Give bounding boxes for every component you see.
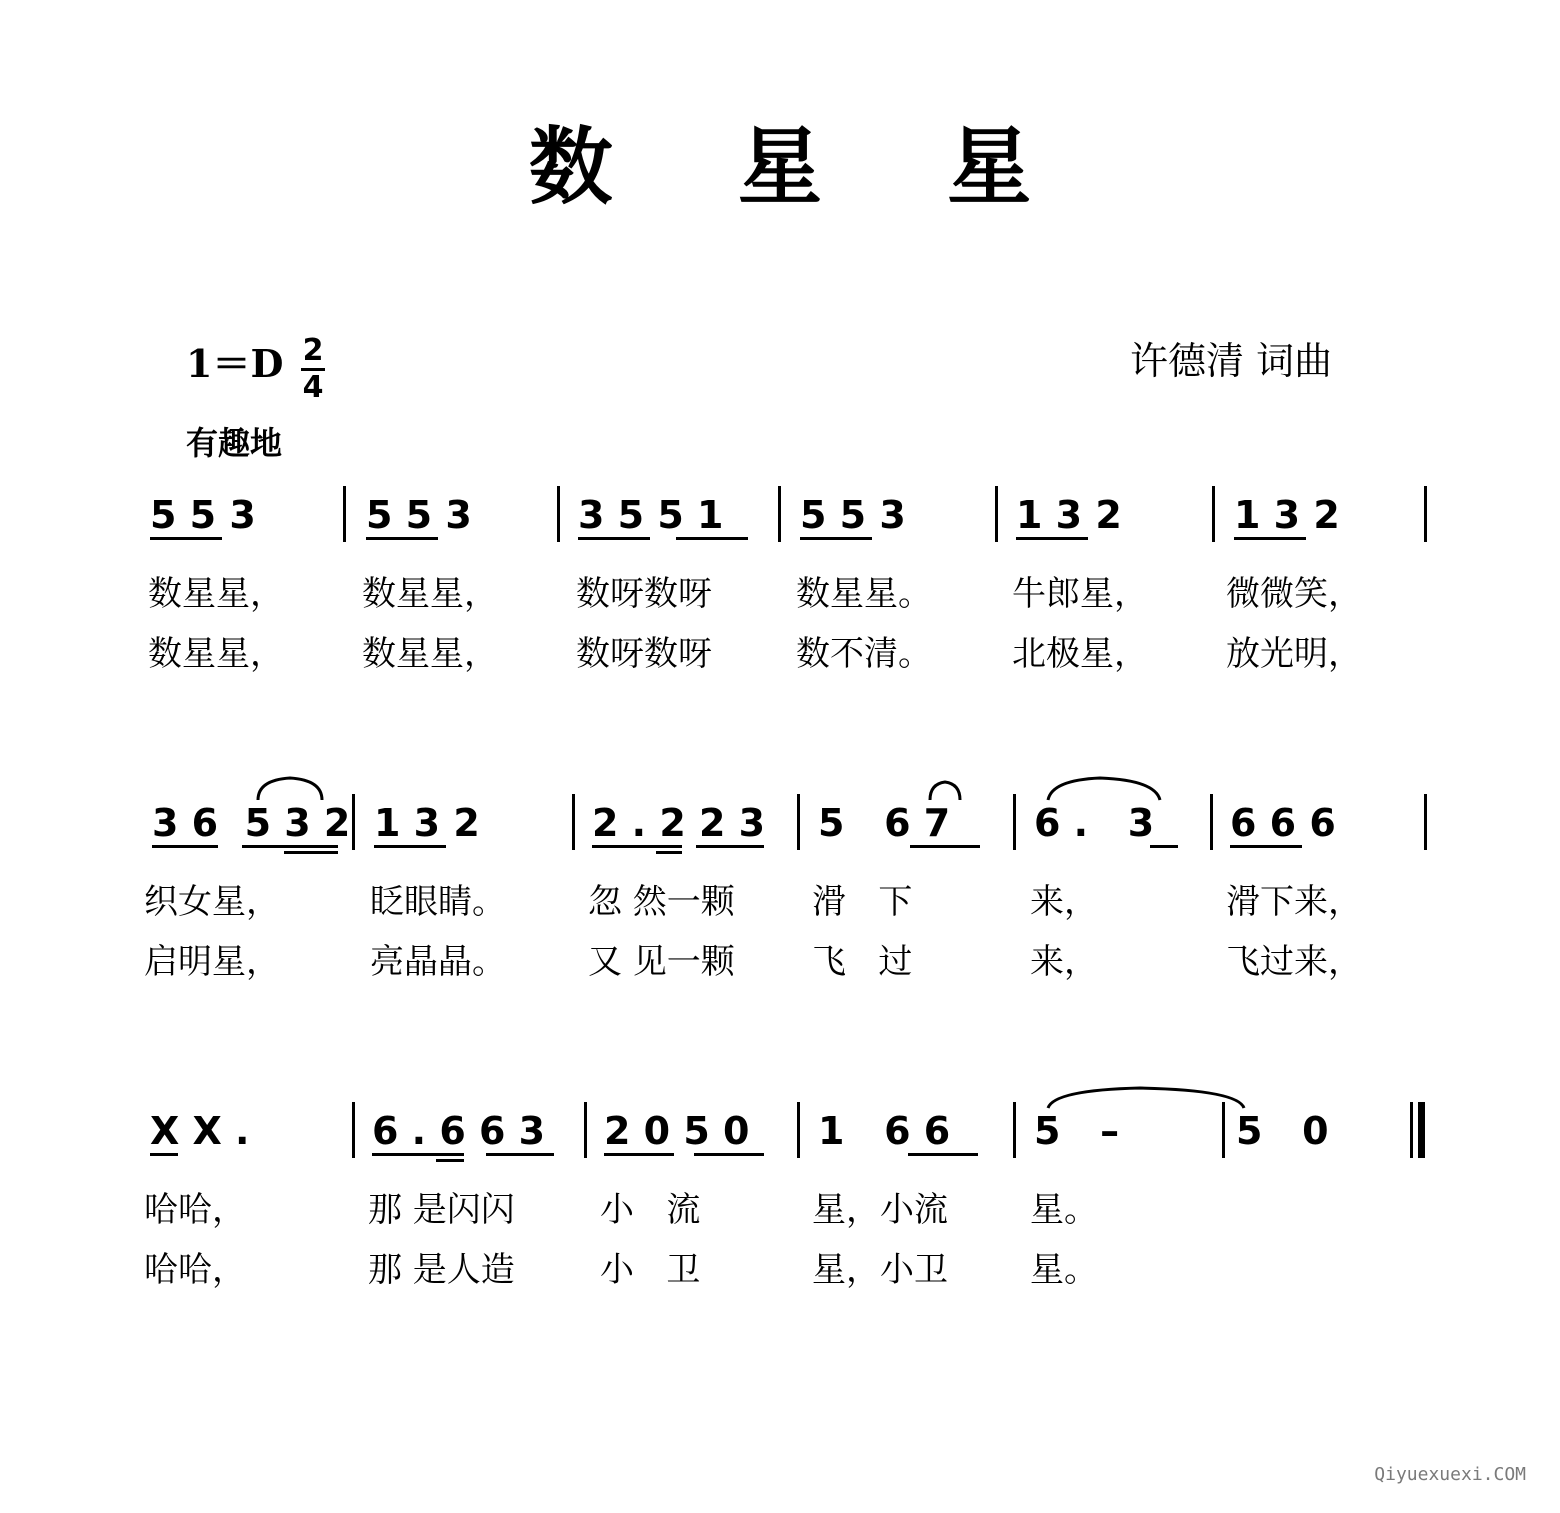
- measure-1-3: 3 5 5 1: [578, 493, 724, 537]
- time-signature-bottom: 4: [302, 370, 324, 405]
- measure-2-2: 1 3 2: [374, 801, 480, 845]
- lyric-2-3-verse1: 忽 然一颗: [588, 882, 735, 922]
- time-signature-top: 2: [302, 333, 324, 368]
- measure-2-1: 3 6 5 3 2: [152, 801, 351, 845]
- lyric-2-6-verse2: 飞过来，: [1226, 942, 1362, 982]
- lyric-2-6-verse1: 滑下来，: [1226, 882, 1362, 922]
- lyric-1-4-verse2: 数不清。: [796, 634, 932, 674]
- measure-3-2: 6 . 6 6 3: [372, 1109, 546, 1153]
- lyric-1-2-verse2: 数星星，: [362, 634, 498, 674]
- measure-1-4: 5 5 3: [800, 493, 906, 537]
- measure-2-3: 2 . 2 2 3: [592, 801, 766, 845]
- measure-3-5: 5 –: [1034, 1109, 1120, 1153]
- lyric-3-3-verse1: 小 流: [600, 1190, 701, 1230]
- lyric-1-5-verse2: 北极星，: [1012, 634, 1148, 674]
- lyric-2-3-verse2: 又 见一颗: [588, 942, 735, 982]
- lyric-3-1-verse1: 哈哈，: [144, 1190, 246, 1230]
- lyric-3-4-verse1: 星，小流: [812, 1190, 948, 1230]
- lyric-1-1-verse2: 数星星，: [148, 634, 284, 674]
- composer-credit: 许德清 词曲: [1130, 339, 1333, 383]
- song-title: 数 星 星: [528, 117, 1080, 216]
- lyric-1-3-verse1: 数呀数呀: [576, 574, 712, 614]
- lyric-1-3-verse2: 数呀数呀: [576, 634, 712, 674]
- lyric-2-4-verse2: 飞 过: [812, 942, 913, 982]
- measure-1-1: 5 5 3: [150, 493, 256, 537]
- lyric-2-1-verse2: 启明星，: [144, 942, 280, 982]
- lyric-3-5-verse1: 星。: [1030, 1190, 1098, 1230]
- measure-3-3: 2 0 5 0: [604, 1109, 750, 1153]
- lyric-2-2-verse2: 亮晶晶。: [370, 942, 506, 982]
- lyric-1-2-verse1: 数星星，: [362, 574, 498, 614]
- lyric-1-6-verse2: 放光明，: [1226, 634, 1362, 674]
- lyric-1-4-verse1: 数星星。: [796, 574, 932, 614]
- lyric-2-1-verse1: 织女星，: [144, 882, 280, 922]
- slur: [930, 782, 960, 800]
- measure-3-1: X X .: [150, 1109, 250, 1153]
- lyric-3-2-verse1: 那 是闪闪: [368, 1190, 515, 1230]
- slur: [258, 778, 322, 800]
- lyric-1-1-verse1: 数星星，: [148, 574, 284, 614]
- lyric-1-6-verse1: 微微笑，: [1226, 574, 1362, 614]
- lyric-3-4-verse2: 星，小卫: [812, 1250, 948, 1290]
- measure-1-5: 1 3 2: [1016, 493, 1122, 537]
- lyric-2-5-verse1: 来，: [1030, 882, 1098, 922]
- lyric-1-5-verse1: 牛郎星，: [1012, 574, 1148, 614]
- tie: [1048, 1088, 1244, 1108]
- lyric-2-4-verse1: 滑 下: [812, 882, 913, 922]
- lyric-3-5-verse2: 星。: [1030, 1250, 1098, 1290]
- lyric-3-1-verse2: 哈哈，: [144, 1250, 246, 1290]
- slur: [1048, 778, 1160, 800]
- measure-2-5: 6 . 3: [1034, 801, 1155, 845]
- measure-3-6: 5 0: [1236, 1109, 1329, 1153]
- watermark: Qiyuexuexi.COM: [1374, 1464, 1526, 1485]
- measure-2-6: 6 6 6: [1230, 801, 1336, 845]
- measure-1-2: 5 5 3: [366, 493, 472, 537]
- lyric-3-2-verse2: 那 是人造: [368, 1250, 515, 1290]
- measure-3-4: 1 6 6: [818, 1109, 951, 1153]
- key-signature: 1＝D: [186, 341, 284, 386]
- measure-1-6: 1 3 2: [1234, 493, 1340, 537]
- lyric-2-5-verse2: 来，: [1030, 942, 1098, 982]
- measure-2-4: 5 6 7: [818, 801, 951, 845]
- tempo-marking: 有趣地: [186, 424, 283, 462]
- lyric-2-2-verse1: 眨眼睛。: [370, 882, 506, 922]
- lyric-3-3-verse2: 小 卫: [600, 1250, 701, 1290]
